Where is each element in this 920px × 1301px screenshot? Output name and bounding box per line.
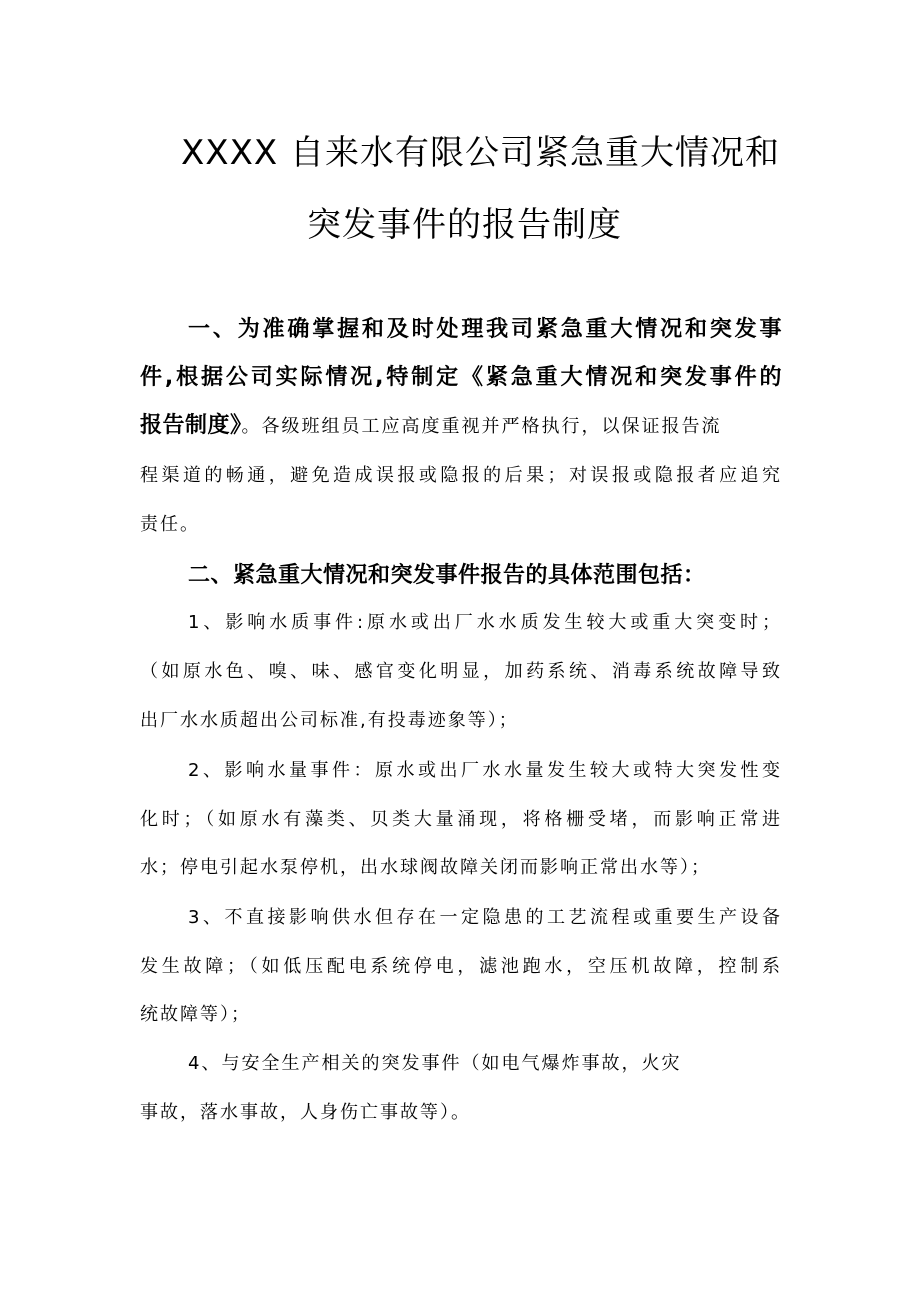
section1-line-3-rest: 。各级班组员工应高度重视并严格执行，以保证报告流 bbox=[241, 416, 722, 437]
section1-line-4: 程渠道的畅通，避免造成误报或隐报的后果；对误报或隐报者应追究 bbox=[140, 465, 782, 486]
item1-line-2: （如原水色、嗅、味、感官变化明显，加药系统、消毒系统故障导致 bbox=[140, 661, 782, 682]
item3-line-2: 发生故障；（如低压配电系统停电，滤池跑水，空压机故障，控制系 bbox=[140, 956, 782, 977]
section2-heading: 二、紧急重大情况和突发事件报告的具体范围包括： bbox=[188, 563, 706, 588]
item2-line-1: 2、影响水量事件：原水或出厂水水量发生较大或特大突发性变 bbox=[188, 760, 782, 781]
section1-line-5: 责任。 bbox=[140, 514, 200, 535]
section1-line-3-bold: 报告制度》 bbox=[140, 413, 242, 438]
document-title-line-2: 突发事件的报告制度 bbox=[307, 205, 622, 245]
item2-line-2: 化时；（如原水有藻类、贝类大量涌现，将格栅受堵，而影响正常进 bbox=[140, 809, 782, 830]
item1-line-1: 1、影响水质事件:原水或出厂水水质发生较大或重大突变时； bbox=[188, 612, 782, 633]
section1-line-3 bbox=[140, 411, 782, 442]
document-title-line-1: XXXX 自来水有限公司紧急重大情况和 bbox=[181, 133, 780, 173]
item3-line-1: 3、不直接影响供水但存在一定隐患的工艺流程或重要生产设备 bbox=[188, 907, 782, 928]
item4-line-1: 4、与安全生产相关的突发事件（如电气爆炸事故，火灾 bbox=[188, 1053, 682, 1074]
section1-line-1: 一、为准确掌握和及时处理我司紧急重大情况和突发事 bbox=[188, 317, 782, 342]
item2-line-3: 水；停电引起水泵停机，出水球阀故障关闭而影响正常出水等）； bbox=[140, 857, 711, 878]
item3-line-3: 统故障等）； bbox=[140, 1004, 251, 1025]
item4-line-2: 事故，落水事故，人身伤亡事故等）。 bbox=[140, 1102, 471, 1123]
section1-line-2: 件,根据公司实际情况,特制定《紧急重大情况和突发事件的 bbox=[140, 365, 782, 390]
item1-line-3: 出厂水水质超出公司标准,有投毒迹象等）； bbox=[140, 710, 519, 731]
